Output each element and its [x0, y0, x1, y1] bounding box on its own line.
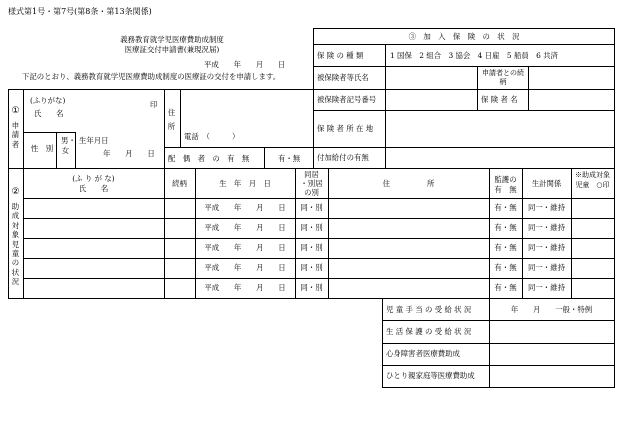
child-livelihood: 同一・維持: [528, 283, 565, 292]
insurer-address-label: 保 険 者 所 在 地: [317, 124, 374, 133]
child-cohabit: 同・別: [300, 263, 323, 272]
applicant-name-label: 氏 名: [34, 109, 64, 118]
child-birth: 平成 年 月 日: [204, 283, 286, 292]
child-supervision: 有・無: [494, 203, 517, 212]
child-livelihood: 同一・維持: [528, 223, 565, 232]
applicant-birth-value: 年 月 日: [103, 149, 155, 158]
child-livelihood: 同一・維持: [528, 203, 565, 212]
insurer-name-label: 保 険 者 名: [481, 95, 518, 104]
child-cohabit: 同・別: [300, 243, 323, 252]
children-section-no: ②: [11, 187, 20, 197]
col-header-relation: 続柄: [172, 179, 187, 188]
child-livelihood: 同一・維持: [528, 243, 565, 252]
child-livelihood: 同一・維持: [528, 263, 565, 272]
holder-name-label: 被保険者等氏名: [317, 73, 369, 82]
welfare-status-label: 生 活 保 護 の 受 給 状 況: [386, 327, 472, 336]
applicant-section-no: ①: [11, 106, 20, 116]
phone-label: 電話 （ ）: [184, 132, 240, 141]
applicant-section-label: 申請者: [11, 121, 20, 149]
insurance-section-title: ③ 加 入 保 険 の 状 況: [408, 32, 520, 41]
children-section-label: 助成対象児童の状況: [11, 202, 20, 287]
child-cohabit: 同・別: [300, 223, 323, 232]
child-supervision: 有・無: [494, 263, 517, 272]
applicant-birth-label: 生年月日: [79, 136, 109, 145]
child-supervision: 有・無: [494, 283, 517, 292]
intro-text: 下記のとおり、義務教育就学児医療費助成制度の医療証の交付を申請します。: [22, 72, 281, 81]
col-header-birth: 生 年 月 日: [219, 179, 271, 188]
child-cohabit: 同・別: [300, 283, 323, 292]
col-header-livelihood: 生計関係: [531, 179, 562, 188]
child-birth: 平成 年 月 日: [204, 263, 286, 272]
seal-mark: 印: [150, 100, 158, 109]
child-supervision: 有・無: [494, 223, 517, 232]
relation-label: 申請者との続 柄: [482, 69, 531, 86]
applicant-furigana-label: (ふりがな): [30, 96, 66, 105]
col-header-cohabit: 同居 ・別居 の別: [300, 170, 323, 197]
child-birth: 平成 年 月 日: [204, 223, 286, 232]
date-line: 平成 年 月 日: [204, 60, 286, 69]
holder-number-label: 被保険者記号番号: [317, 95, 377, 104]
col-header-supervision: 監護の 有 無: [494, 175, 517, 194]
col-header-address: 住 所: [382, 179, 435, 188]
address-label: 住所: [167, 108, 176, 131]
insurance-type-label: 保 険 の 種 類: [317, 51, 364, 60]
child-supervision: 有・無: [494, 243, 517, 252]
insurance-type-options: 1 国保 2 組合 3 協会 4 日雇 5 船員 6 共済: [390, 51, 558, 60]
gender-options: 男・女: [61, 136, 76, 155]
child-allowance-label: 児 童 手 当 の 受 給 状 況: [386, 305, 472, 314]
form-number: 様式第1号・第7号(第8条・第13条関係): [8, 7, 152, 16]
extra-benefit-label: 付加給付の有無: [317, 153, 369, 162]
title-line-2: 医療証交付申請書(兼現況届): [124, 45, 220, 54]
single-parent-medical-label: ひとり親家庭等医療費助成: [386, 371, 475, 380]
child-allowance-value: 年 月 一般・特例: [510, 305, 593, 314]
child-cohabit: 同・別: [300, 203, 323, 212]
child-birth: 平成 年 月 日: [204, 203, 286, 212]
title-line-1: 義務教育就学児医療費助成制度: [120, 35, 224, 44]
gender-label: 性 別: [31, 144, 54, 153]
spouse-options: 有・無: [278, 154, 301, 163]
col-header-name: (ふ り が な) 氏 名: [72, 174, 115, 193]
child-birth: 平成 年 月 日: [204, 243, 286, 252]
col-header-target: ※助成対象 児童 ○印: [575, 171, 610, 189]
spouse-label: 配 偶 者 の 有 無: [168, 154, 250, 163]
disability-medical-label: 心身障害者医療費助成: [386, 349, 460, 358]
